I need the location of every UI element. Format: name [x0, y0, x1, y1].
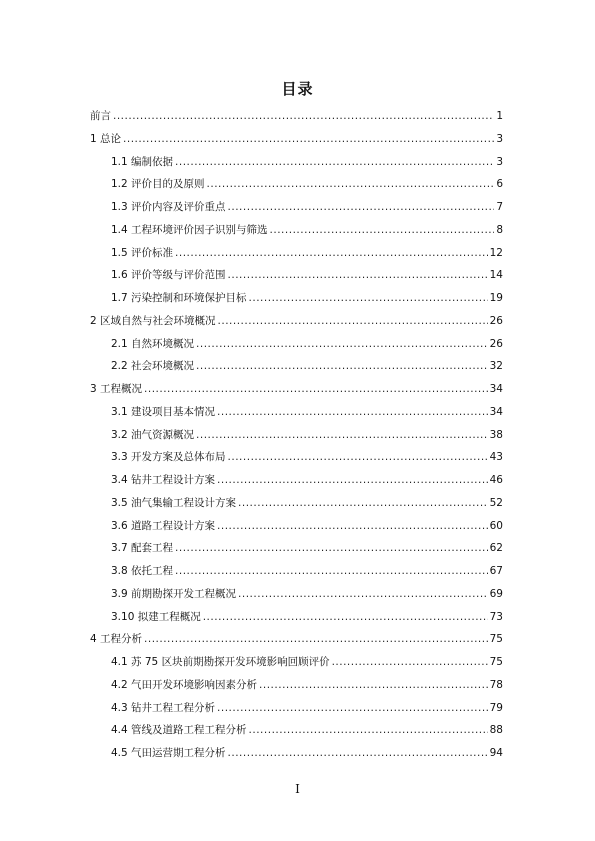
toc-entry[interactable] — [111, 609, 503, 625]
toc-entry-page: 14 — [489, 269, 503, 282]
toc-entry-title: 3.8 依托工程 — [111, 565, 174, 577]
toc-dot-leader — [175, 563, 488, 579]
toc-entry[interactable] — [111, 245, 503, 261]
toc-entry-page: 94 — [489, 747, 503, 759]
toc-dot-leader — [249, 722, 488, 738]
toc-entry-page: 60 — [489, 519, 503, 532]
toc-entry[interactable] — [111, 358, 503, 374]
toc-entry-title: 3.3 开发方案及总体布局 — [111, 451, 226, 464]
toc-entry[interactable] — [90, 631, 503, 647]
toc-dot-leader — [217, 472, 488, 488]
toc-entry[interactable] — [111, 176, 503, 192]
toc-entry-title: 3.9 前期勘探开发工程概况 — [111, 587, 237, 600]
toc-entry[interactable] — [111, 495, 503, 511]
toc-dot-leader — [259, 677, 488, 693]
toc-entry-title: 1.1 编制依据 — [111, 155, 174, 168]
toc-entry-title: 2.1 自然环境概况 — [111, 337, 195, 350]
toc-dot-leader — [217, 700, 488, 716]
toc-entry-page: 1 — [496, 110, 503, 122]
toc-dot-leader — [175, 245, 488, 261]
toc-entry-page: 34 — [489, 405, 503, 418]
toc-entry-page: 62 — [489, 542, 503, 555]
toc-dot-leader — [228, 449, 488, 465]
toc-entry[interactable] — [111, 654, 503, 670]
toc-entry-page: 88 — [489, 724, 503, 737]
toc-dot-leader — [196, 336, 488, 352]
toc-entry-page: 52 — [489, 496, 503, 509]
toc-dot-leader — [332, 654, 488, 670]
toc-entry-title: 4.3 钻井工程工程分析 — [111, 701, 216, 714]
toc-entry[interactable] — [111, 563, 503, 579]
toc-entry[interactable] — [111, 540, 503, 556]
toc-entry-page: 38 — [489, 428, 503, 441]
toc-entry-page: 6 — [496, 178, 503, 191]
toc-entry[interactable] — [111, 586, 503, 602]
toc-dot-leader — [249, 290, 488, 306]
toc-dot-leader — [228, 267, 488, 283]
toc-entry-page: 46 — [489, 474, 503, 486]
toc-entry-page: 67 — [489, 565, 503, 577]
toc-dot-leader — [123, 131, 494, 147]
toc-entry-page: 75 — [489, 633, 503, 646]
toc-entry[interactable] — [111, 677, 503, 693]
toc-entry-page: 26 — [489, 337, 503, 350]
toc-entry[interactable] — [90, 108, 503, 124]
toc-entry-page: 7 — [496, 201, 503, 213]
toc-entry-page: 34 — [489, 383, 503, 395]
toc-entry-page: 78 — [489, 678, 503, 691]
toc-entry-page: 26 — [489, 314, 503, 327]
toc-entry-title: 4.4 管线及道路工程工程分析 — [111, 724, 247, 737]
toc-entry-title: 4.2 气田开发环境影响因素分析 — [111, 678, 258, 691]
toc-entry[interactable] — [111, 267, 503, 283]
toc-entry-title: 4 工程分析 — [90, 633, 143, 646]
toc-dot-leader — [175, 540, 488, 556]
toc-dot-leader — [196, 358, 488, 374]
page-number: I — [295, 782, 300, 796]
toc-entry-title: 3.10 拟建工程概况 — [111, 610, 201, 623]
toc-entry-title: 1.5 评价标准 — [111, 246, 174, 259]
toc-entry[interactable] — [111, 290, 503, 306]
toc-dot-leader — [113, 108, 494, 124]
toc-entry-title: 1.4 工程环境评价因子识别与筛选 — [111, 223, 268, 236]
toc-dot-leader — [203, 609, 488, 625]
toc-entry[interactable] — [111, 745, 503, 761]
toc-entry-page: 32 — [489, 360, 503, 373]
toc-entry[interactable] — [111, 472, 503, 488]
toc-entry-page: 3 — [496, 155, 503, 168]
toc-entry-title: 1.6 评价等级与评价范围 — [111, 269, 226, 282]
toc-dot-leader — [175, 154, 494, 170]
toc-dot-leader — [217, 404, 488, 420]
toc-entry-title: 1.2 评价目的及原则 — [111, 178, 205, 191]
toc-entry[interactable] — [111, 449, 503, 465]
toc-entry[interactable] — [90, 313, 503, 329]
toc-entry-title: 3 工程概况 — [90, 383, 143, 395]
toc-entry-title: 4.5 气田运营期工程分析 — [111, 747, 226, 759]
toc-entry-title: 3.6 道路工程设计方案 — [111, 519, 216, 532]
toc-entry-page: 19 — [489, 292, 503, 304]
toc-dot-leader — [238, 586, 488, 602]
toc-entry-title: 1.7 污染控制和环境保护目标 — [111, 292, 247, 304]
toc-entry[interactable] — [111, 700, 503, 716]
toc-dot-leader — [207, 176, 495, 192]
toc-entry-title: 3.2 油气资源概况 — [111, 428, 195, 441]
toc-entry[interactable] — [111, 404, 503, 420]
toc-entry-page: 8 — [496, 223, 503, 236]
toc-entry-title: 前言 — [90, 110, 111, 122]
toc-entry[interactable] — [111, 154, 503, 170]
toc-entry-title: 3.1 建设项目基本情况 — [111, 405, 216, 418]
toc-dot-leader — [218, 313, 488, 329]
toc-entry-page: 73 — [489, 610, 503, 623]
toc-entry[interactable] — [111, 336, 503, 352]
toc-entry-title: 2 区域自然与社会环境概况 — [90, 314, 216, 327]
toc-entry-page: 12 — [489, 246, 503, 259]
toc-entry[interactable] — [111, 427, 503, 443]
toc-dot-leader — [270, 222, 495, 238]
toc-entry[interactable] — [111, 222, 503, 238]
toc-entry[interactable] — [111, 199, 503, 215]
toc-entry-title: 3.7 配套工程 — [111, 542, 174, 555]
toc-entry-page: 79 — [489, 701, 503, 714]
toc-entry-title: 1 总论 — [90, 132, 122, 145]
toc-entry-title: 1.3 评价内容及评价重点 — [111, 201, 226, 213]
page-title: 目录 — [281, 80, 314, 98]
toc-entry[interactable] — [111, 722, 503, 738]
toc-entry[interactable] — [111, 518, 503, 534]
toc-dot-leader — [228, 199, 495, 215]
toc-dot-leader — [144, 381, 488, 397]
toc-dot-leader — [217, 518, 488, 534]
toc-dot-leader — [228, 745, 488, 761]
toc-dot-leader — [196, 427, 488, 443]
toc-entry[interactable] — [90, 381, 503, 397]
toc-dot-leader — [144, 631, 488, 647]
toc-entry-page: 43 — [489, 451, 503, 464]
toc-entry-title: 3.5 油气集输工程设计方案 — [111, 496, 237, 509]
toc-entry-title: 2.2 社会环境概况 — [111, 360, 195, 373]
toc-dot-leader — [238, 495, 488, 511]
toc-entry-page: 75 — [489, 656, 503, 668]
toc-entry-page: 69 — [489, 587, 503, 600]
toc-entry-page: 3 — [496, 132, 503, 145]
toc-entry-title: 3.4 钻井工程设计方案 — [111, 474, 216, 486]
toc-entry[interactable] — [90, 131, 503, 147]
toc-entry-title: 4.1 苏 75 区块前期勘探开发环境影响回顾评价 — [111, 656, 330, 668]
